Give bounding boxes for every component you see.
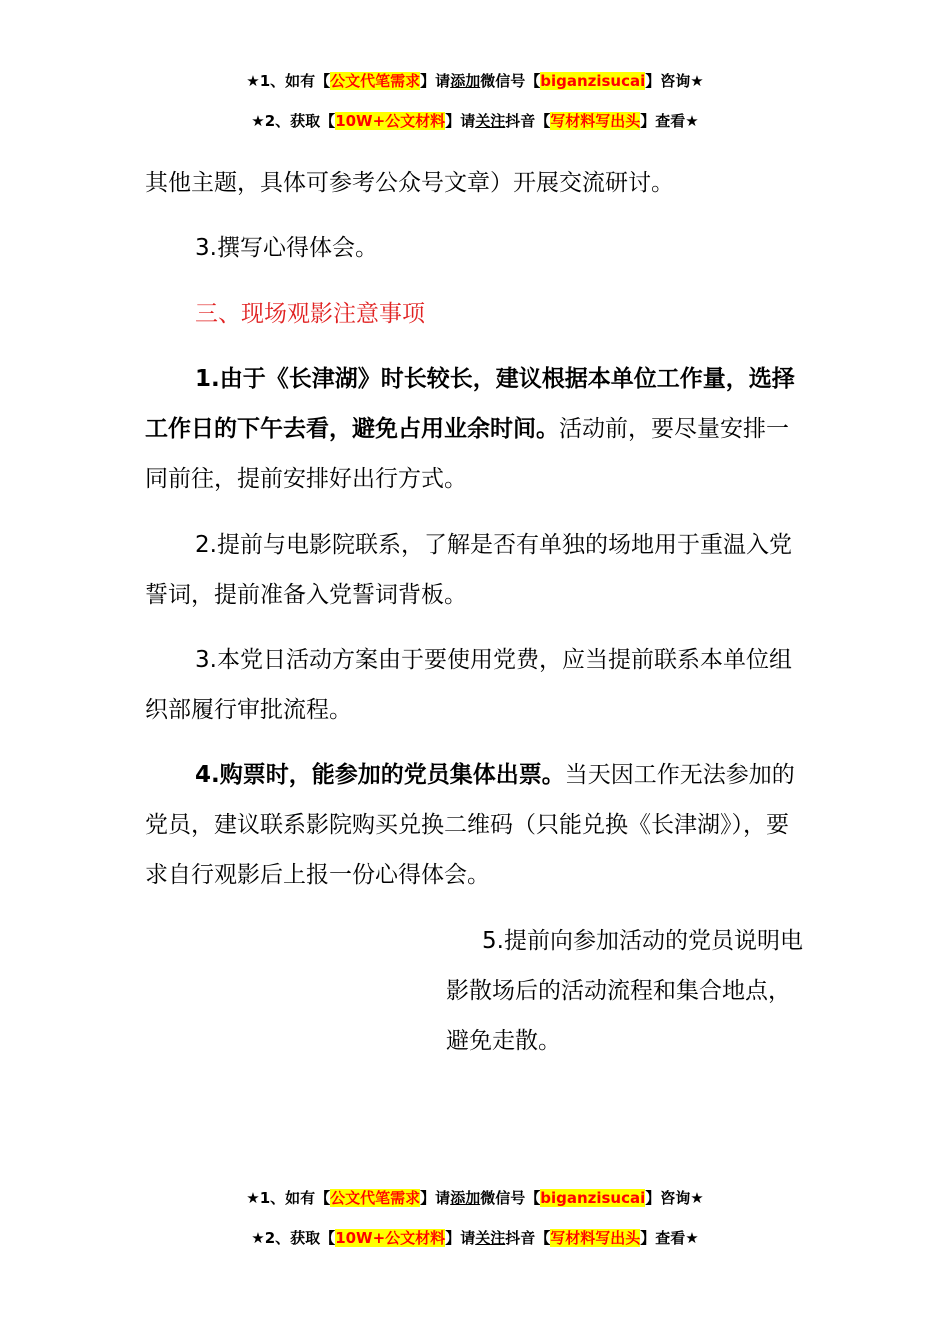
footer-line1-underlined: 添加 [450, 1189, 481, 1207]
header-line1-highlight-service: 公文代笔需求 [330, 72, 421, 90]
header-line2-highlight-douyin: 写材料写出头 [550, 112, 641, 130]
item-3-writing: 3.撰写心得体会。 [195, 235, 378, 261]
header-line2-suffix: 】查看★ [640, 112, 699, 130]
header-line1-prefix: ★1、如有【 [246, 72, 331, 90]
header-line2-mid2: 抖音【 [505, 112, 551, 130]
footer-line2-prefix: ★2、获取【 [251, 1229, 336, 1247]
header-line1-suffix: 】咨询★ [645, 72, 704, 90]
footer-ad-line-1 [0, 1188, 950, 1208]
header-line1-mid2: 微信号【 [480, 72, 541, 90]
footer-line1-suffix: 】咨询★ [645, 1189, 704, 1207]
footer-line1-highlight-service: 公文代笔需求 [330, 1189, 421, 1207]
paragraph-4-rest: 当天因工作无法参加的党员，建议联系影院购买兑换二维码（只能兑换《长津湖》），要求自行观影后上报一份心得体会。 [145, 762, 795, 888]
footer-line2-mid1: 】请 [445, 1229, 476, 1247]
footer-line2-highlight-douyin: 写材料写出头 [550, 1229, 641, 1247]
header-line1-highlight-wechat: biganzisucai [540, 72, 646, 90]
footer-line1-highlight-wechat: biganzisucai [540, 1189, 646, 1207]
footer-line2-underlined: 关注 [475, 1229, 506, 1247]
header-line1-underlined: 添加 [450, 72, 481, 90]
footer-ad-line-2 [0, 1228, 950, 1248]
paragraph-5: 5.提前向参加活动的党员说明电影散场后的活动流程和集合地点，避免走散。 [446, 928, 803, 1054]
header-ad-line-2 [0, 111, 950, 131]
paragraph-3: 3.本党日活动方案由于要使用党费，应当提前联系本单位组织部履行审批流程。 [145, 647, 792, 723]
footer-line2-mid2: 抖音【 [505, 1229, 551, 1247]
footer-line1-mid2: 微信号【 [480, 1189, 541, 1207]
header-line2-prefix: ★2、获取【 [251, 112, 336, 130]
footer-line1-mid1: 】请 [420, 1189, 451, 1207]
paragraph-1 [145, 354, 810, 504]
footer-line1-prefix: ★1、如有【 [246, 1189, 331, 1207]
footer-line2-highlight-materials: 10W+公文材料 [335, 1229, 446, 1247]
header-line2-mid1: 】请 [445, 112, 476, 130]
header-ad-line-1 [0, 71, 950, 91]
paragraph-1-bold: 1.由于《长津湖》时长较长，建议根据本单位工作量，选择工作日的下午去看，避免占用业余时间。 [145, 366, 795, 442]
continued-paragraph: 其他主题，具体可参考公众号文章）开展交流研讨。 [145, 170, 674, 196]
header-line2-underlined: 关注 [475, 112, 506, 130]
header-line2-highlight-materials: 10W+公文材料 [335, 112, 446, 130]
header-line1-mid1: 】请 [420, 72, 451, 90]
paragraph-1-rest: 活动前，要尽量安排一同前往，提前安排好出行方式。 [145, 416, 789, 492]
paragraph-4-bold: 4.购票时，能参加的党员集体出票。 [195, 762, 565, 788]
paragraph-4 [145, 750, 810, 900]
footer-line2-suffix: 】查看★ [640, 1229, 699, 1247]
paragraph-2: 2.提前与电影院联系，了解是否有单独的场地用于重温入党誓词，提前准备入党誓词背板。 [145, 532, 792, 608]
section-heading-3: 三、现场观影注意事项 [195, 301, 425, 327]
